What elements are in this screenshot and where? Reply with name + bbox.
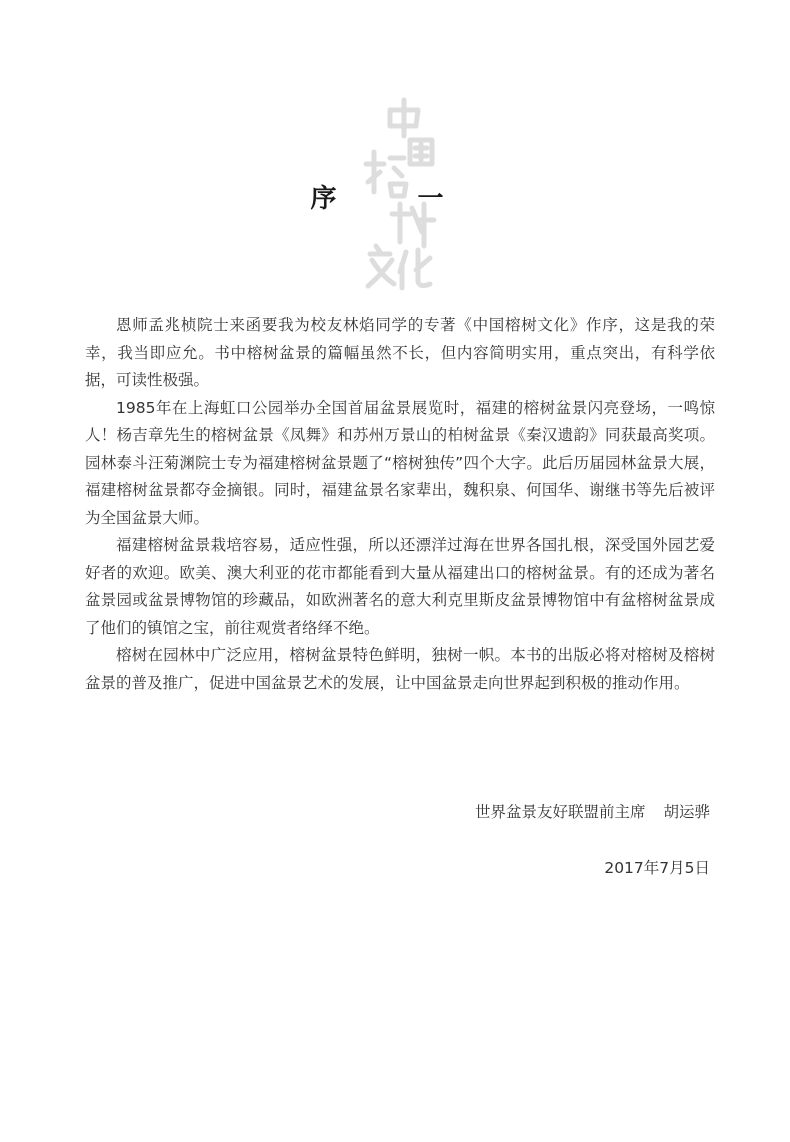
signature-name: 胡运骅 [663,803,710,821]
paragraph-1: 恩师孟兆桢院士来函要我为校友林焰同学的专著《中国榕树文化》作序，这是我的荣幸，我当即应允。书中榕树盆景的篇幅虽然不长，但内容简明实用，重点突出，有科学依据，可读性极强。 [85,316,715,389]
signature [475,800,710,822]
paragraph-3: 福建榕树盆景栽培容易，适应性强，所以还漂洋过海在世界各国扎根，深受国外园艺爱好者的欢迎。欧美、澳大利亚的花市都能看到大量从福建出口的榕树盆景。有的还成为著名盆景园或盆景博物馆的珍藏品，如欧洲著名的意大利克里斯皮盆景博物馆中有盆榕树盆景成了他们的镇馆之宝，前往观赏者络绎不绝。 [85,536,715,637]
signature-title: 世界盆景友好联盟前主席 [474,803,646,821]
signature-date: 2017年7月5日 [604,859,710,877]
page-title: 序 一 [310,184,480,214]
paragraph-4: 榕树在园林中广泛应用，榕树盆景特色鲜明，独树一帜。本书的出版必将对榕树及榕树盆景的普及推广，促进中国盆景艺术的发展，让中国盆景走向世界起到积极的推动作用。 [85,646,715,692]
paragraph-2: 1985年在上海虹口公园举办全国首届盆景展览时，福建的榕树盆景闪亮登场，一鸣惊人！杨吉章先生的榕树盆景《凤舞》和苏州万景山的柏树盆景《秦汉遗韵》同获最高奖项。园林泰斗汪菊渊院士专为福建榕树盆景题了“榕树独传”四个大字。此后历届园林盆景大展，福建榕树盆景都夺金摘银。同时，福建盆景名家辈出，魏积泉、何国华、谢继书等先后被评为全国盆景大师。 [85,398,715,527]
preface-body [85,312,715,697]
